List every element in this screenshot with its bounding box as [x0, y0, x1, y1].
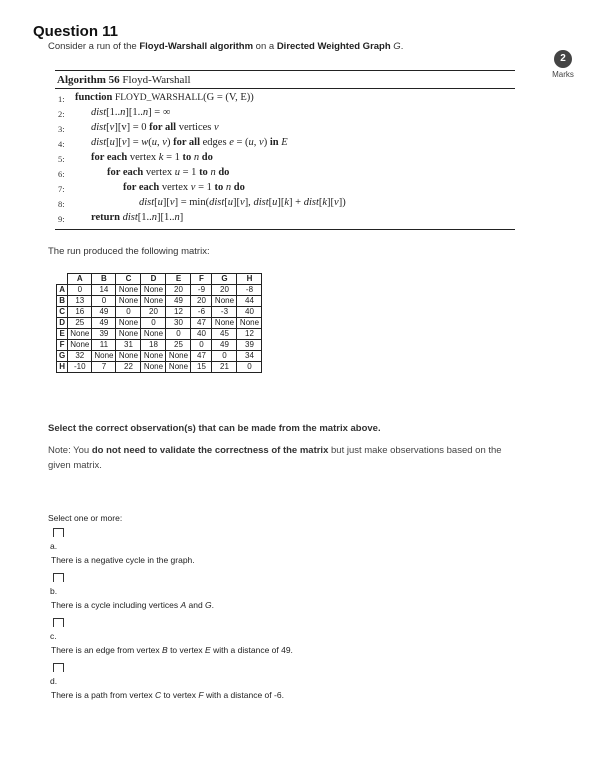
matrix-cell: -10: [68, 362, 92, 373]
matrix-cell: 20: [191, 296, 212, 307]
matrix-cell: 18: [141, 340, 166, 351]
matrix-cell: None: [212, 318, 237, 329]
algorithm-line: 1: function FLOYD_WARSHALL(G = (V, E)): [58, 92, 254, 104]
matrix-cell: 13: [68, 296, 92, 307]
option-c-letter: c.: [50, 631, 57, 641]
matrix-intro: The run produced the following matrix:: [48, 246, 210, 257]
matrix-cell: 0: [237, 362, 262, 373]
marks-badge: 2: [554, 50, 572, 68]
matrix-cell: 22: [116, 362, 141, 373]
matrix-cell: 39: [237, 340, 262, 351]
matrix-cell: None: [116, 351, 141, 362]
matrix-cell: 7: [92, 362, 116, 373]
algorithm-line: 6: for each vertex u = 1 to n do: [58, 167, 230, 179]
algorithm-line: 5: for each vertex k = 1 to n do: [58, 152, 213, 164]
distance-matrix: [56, 273, 262, 373]
matrix-col-header: A: [68, 274, 92, 285]
matrix-cell: -6: [191, 307, 212, 318]
matrix-cell: 31: [116, 340, 141, 351]
matrix-cell: 0: [212, 351, 237, 362]
matrix-cell: -9: [191, 285, 212, 296]
matrix-row-header: H: [57, 362, 68, 373]
algorithm-line: 7: for each vertex v = 1 to n do: [58, 182, 245, 194]
matrix-cell: 12: [237, 329, 262, 340]
matrix-cell: None: [141, 351, 166, 362]
matrix-cell: None: [212, 296, 237, 307]
matrix-cell: None: [116, 296, 141, 307]
matrix-cell: 30: [166, 318, 191, 329]
matrix-col-header: H: [237, 274, 262, 285]
matrix-row: [57, 362, 262, 373]
matrix-cell: None: [141, 296, 166, 307]
matrix-cell: 32: [68, 351, 92, 362]
matrix-cell: 14: [92, 285, 116, 296]
algorithm-line: 4: dist[u][v] = w(u, v) for all edges e = (u, v) in E: [58, 137, 288, 149]
matrix-cell: None: [116, 329, 141, 340]
option-d-letter: d.: [50, 676, 58, 686]
matrix-cell: None: [116, 285, 141, 296]
matrix-cell: -8: [237, 285, 262, 296]
matrix-col-header: B: [92, 274, 116, 285]
matrix-cell: 49: [92, 318, 116, 329]
option-c-checkbox[interactable]: [53, 618, 64, 627]
algorithm-line: 3: dist[v][v] = 0 for all vertices v: [58, 122, 219, 134]
matrix-cell: 47: [191, 351, 212, 362]
matrix-cell: None: [116, 318, 141, 329]
option-d-text[interactable]: There is a path from vertex C to vertex F with a distance of -6.: [51, 690, 284, 700]
option-a-checkbox[interactable]: [53, 528, 64, 537]
matrix-cell: 0: [92, 296, 116, 307]
matrix-cell: 0: [116, 307, 141, 318]
algorithm-line: 2: dist[1..n][1..n] = ∞: [58, 107, 171, 119]
matrix-cell: 44: [237, 296, 262, 307]
matrix-cell: 34: [237, 351, 262, 362]
matrix-cell: None: [68, 340, 92, 351]
marks-label: Marks: [552, 70, 574, 79]
matrix-cell: 45: [212, 329, 237, 340]
matrix-col-header: C: [116, 274, 141, 285]
option-a-letter: a.: [50, 541, 58, 551]
matrix-cell: 47: [191, 318, 212, 329]
matrix-cell: None: [141, 285, 166, 296]
matrix-cell: -3: [212, 307, 237, 318]
algorithm-block: [55, 70, 515, 230]
matrix-cell: 49: [92, 307, 116, 318]
matrix-cell: None: [141, 329, 166, 340]
matrix-cell: 0: [191, 340, 212, 351]
matrix-cell: 39: [92, 329, 116, 340]
option-b-checkbox[interactable]: [53, 573, 64, 582]
select-observation-prompt: Select the correct observation(s) that can be made from the matrix above.: [48, 423, 381, 434]
matrix-row-header: A: [57, 285, 68, 296]
question-intro: Consider a run of the Floyd-Warshall algorithm on a Directed Weighted Graph G.: [48, 41, 404, 52]
matrix-row-header: G: [57, 351, 68, 362]
matrix-col-header: E: [166, 274, 191, 285]
question-title: Question 11: [33, 23, 119, 40]
option-b-letter: b.: [50, 586, 58, 596]
matrix-col-header: D: [141, 274, 166, 285]
matrix-cell: 16: [68, 307, 92, 318]
note: Note: You do not need to validate the correctness of the matrix but just make observations based on the given matrix.: [48, 445, 502, 471]
matrix-cell: 15: [191, 362, 212, 373]
algorithm-line: 9: return dist[1..n][1..n]: [58, 212, 184, 224]
matrix-row: [57, 351, 262, 362]
matrix-cell: 49: [166, 296, 191, 307]
matrix-cell: None: [68, 329, 92, 340]
matrix-cell: None: [166, 351, 191, 362]
matrix-row-header: F: [57, 340, 68, 351]
matrix-row-header: D: [57, 318, 68, 329]
matrix-cell: 0: [68, 285, 92, 296]
matrix-row: [57, 307, 262, 318]
matrix-row-header: E: [57, 329, 68, 340]
algorithm-line: 8: dist[u][v] = min(dist[u][v], dist[u][k] + dist[k][v]): [58, 197, 346, 209]
matrix-cell: 20: [166, 285, 191, 296]
option-a-text[interactable]: There is a negative cycle in the graph.: [51, 555, 195, 565]
matrix-row: [57, 329, 262, 340]
matrix-cell: 20: [141, 307, 166, 318]
matrix-corner: [57, 274, 68, 285]
option-c-text[interactable]: There is an edge from vertex B to vertex E with a distance of 49.: [51, 645, 293, 655]
select-one-label: Select one or more:: [48, 513, 123, 523]
matrix-cell: 40: [237, 307, 262, 318]
matrix-row-header: C: [57, 307, 68, 318]
matrix-cell: None: [92, 351, 116, 362]
matrix-cell: 40: [191, 329, 212, 340]
matrix-cell: 21: [212, 362, 237, 373]
matrix-cell: 12: [166, 307, 191, 318]
matrix-cell: 0: [166, 329, 191, 340]
matrix-col-header: F: [191, 274, 212, 285]
matrix-cell: 25: [68, 318, 92, 329]
matrix-row-header: B: [57, 296, 68, 307]
algorithm-caption: Algorithm 56 Floyd-Warshall: [57, 74, 191, 86]
matrix-cell: 25: [166, 340, 191, 351]
matrix-row: [57, 285, 262, 296]
matrix-cell: 0: [141, 318, 166, 329]
matrix-cell: None: [141, 362, 166, 373]
matrix-row: [57, 318, 262, 329]
matrix-col-header: G: [212, 274, 237, 285]
matrix-cell: None: [237, 318, 262, 329]
matrix-cell: 20: [212, 285, 237, 296]
matrix-cell: 11: [92, 340, 116, 351]
option-d-checkbox[interactable]: [53, 663, 64, 672]
option-b-text[interactable]: There is a cycle including vertices A and G.: [51, 600, 215, 610]
matrix-cell: None: [166, 362, 191, 373]
matrix-row: [57, 340, 262, 351]
matrix-cell: 49: [212, 340, 237, 351]
matrix-row: [57, 296, 262, 307]
